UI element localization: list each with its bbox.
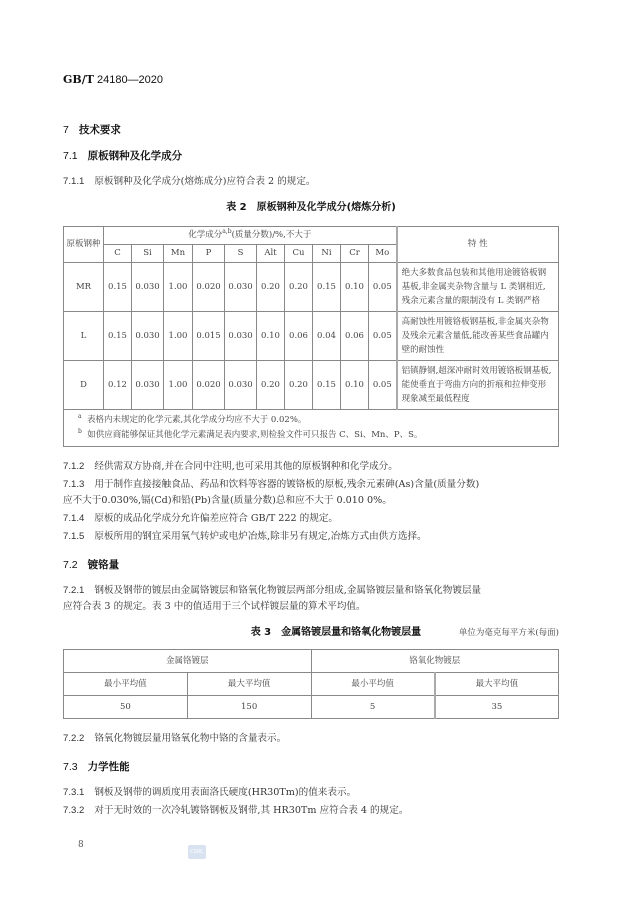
section-7-1-heading <box>63 148 559 164</box>
clause-7-3-2 <box>63 803 559 819</box>
footnote-ref: a,b <box>222 228 232 236</box>
clause-text: 经供需双方协商,并在合同中注明,也可采用其他的原板钢种和化学成分。 <box>94 461 398 472</box>
clause-number: 7.1.1 <box>63 176 85 187</box>
note-text: 如供应商能够保证其他化学元素满足表内要求,则检验文件可只报告 C、Si、Mn、P、S。 <box>87 430 423 440</box>
composition-cell: 1.00 <box>164 263 193 312</box>
clause-7-1-2 <box>63 459 559 475</box>
clause-text-cont: 应符合表 3 的规定。表 3 中的值适用于三个试样镀层量的算术平均值。 <box>63 601 366 612</box>
clause-text: 用于制作直接接触食品、药品和饮料等容器的镀铬板的原板,残余元素砷(As)含量(质量分数) <box>94 479 480 490</box>
clause-7-3-1 <box>63 785 559 801</box>
clause-number: 7.1.5 <box>63 531 85 542</box>
composition-cell: 0.030 <box>225 263 257 312</box>
element-header: Si <box>132 245 164 263</box>
clause-7-1-1 <box>63 174 559 190</box>
composition-cell: 0.05 <box>369 312 397 361</box>
chem-label: 化学成分 <box>188 230 223 240</box>
composition-cell: 0.12 <box>104 361 132 410</box>
steel-grade-cell: MR <box>64 263 104 312</box>
steel-grade-cell: D <box>64 361 104 410</box>
composition-cell: 0.05 <box>369 263 397 312</box>
clause-text-cont: 应不大于0.030%,镉(Cd)和铅(Pb)含量(质量分数)总和应不大于 0.010 0%。 <box>63 495 392 506</box>
composition-cell: 0.20 <box>285 361 313 410</box>
element-header: Cu <box>285 245 313 263</box>
section-title: 镀铬量 <box>87 559 120 571</box>
logo-text: CSRC <box>190 849 204 855</box>
section-7-2-heading <box>63 557 559 573</box>
section-number: 7 <box>63 124 69 136</box>
composition-cell: 0.030 <box>132 263 164 312</box>
composition-cell: 0.04 <box>313 312 341 361</box>
note-mark: a <box>78 413 82 421</box>
composition-cell: 0.030 <box>132 361 164 410</box>
content-column <box>63 72 559 859</box>
table-3-coating-weight <box>63 649 559 719</box>
composition-cell: 0.020 <box>193 263 225 312</box>
composition-cell: 0.10 <box>341 263 369 312</box>
note-text: 表格内未规定的化学元素,其化学成分均应不大于 0.02%。 <box>86 415 307 425</box>
composition-cell: 0.10 <box>257 312 285 361</box>
element-header: Ni <box>313 245 341 263</box>
section-7-3-heading <box>63 759 559 775</box>
standard-number: 24180—2020 <box>96 74 164 86</box>
header-chem-composition <box>104 227 397 245</box>
table-row <box>64 263 559 312</box>
element-header: Mn <box>164 245 193 263</box>
value-cell: 35 <box>435 696 559 719</box>
composition-cell: 0.015 <box>193 312 225 361</box>
table-2-body <box>64 263 559 410</box>
value-cell: 150 <box>187 696 311 719</box>
clause-number: 7.1.4 <box>63 513 85 524</box>
table-2-chemical-composition <box>63 226 559 447</box>
table-2-notes <box>64 410 559 447</box>
section-7-heading <box>63 122 559 138</box>
composition-cell: 0.10 <box>341 361 369 410</box>
composition-cell: 0.030 <box>225 312 257 361</box>
composition-cell: 1.00 <box>164 312 193 361</box>
value-cell: 5 <box>311 696 435 719</box>
clause-number: 7.1.3 <box>63 479 85 490</box>
steel-grade-cell: L <box>64 312 104 361</box>
note-b <box>78 428 552 443</box>
clause-text: 钢板及钢带的调质度用表面洛氏硬度(HR30Tm)的值来表示。 <box>94 787 357 798</box>
composition-cell: 0.030 <box>225 361 257 410</box>
clause-7-2-1 <box>63 583 559 615</box>
feature-cell: 高耐蚀性用镀铬板钢基板,非金属夹杂物及残余元素含量低,能改善某些食品罐内壁的耐蚀性 <box>397 312 559 361</box>
clause-text: 原板钢种及化学成分(熔炼成分)应符合表 2 的规定。 <box>94 176 316 187</box>
composition-cell: 1.00 <box>164 361 193 410</box>
composition-cell: 0.15 <box>104 312 132 361</box>
chem-unit: (质量分数)/%,不大于 <box>231 230 312 240</box>
header-steel-grade: 原板钢种 <box>64 227 104 263</box>
subheader-max: 最大平均值 <box>435 673 559 696</box>
standard-header <box>63 72 559 88</box>
table-row <box>64 361 559 410</box>
composition-cell: 0.06 <box>285 312 313 361</box>
element-header: Mo <box>369 245 397 263</box>
element-header: Cr <box>341 245 369 263</box>
standard-prefix: GB/T <box>63 73 94 86</box>
subheader-max: 最大平均值 <box>187 673 311 696</box>
clause-7-2-2 <box>63 731 559 747</box>
composition-cell: 0.20 <box>285 263 313 312</box>
clause-number: 7.3.1 <box>63 787 85 798</box>
page-number: 8 <box>78 840 84 850</box>
page-footer <box>78 831 559 859</box>
clause-text: 钢板及钢带的镀层由金属铬镀层和铬氧化物镀层两部分组成,金属铬镀层量和铬氧化物镀层量 <box>94 585 482 596</box>
composition-cell: 0.06 <box>341 312 369 361</box>
clause-7-1-4 <box>63 511 559 527</box>
composition-cell: 0.15 <box>104 263 132 312</box>
clause-7-1-3 <box>63 477 559 509</box>
note-a <box>78 413 552 428</box>
composition-cell: 0.20 <box>257 263 285 312</box>
header-chromium-oxide: 铬氧化物镀层 <box>311 650 559 673</box>
clause-text: 原板所用的钢宜采用氧气转炉或电炉冶炼,除非另有规定,冶炼方式由供方选择。 <box>94 531 427 542</box>
section-title: 技术要求 <box>78 124 121 136</box>
section-number: 7.3 <box>63 761 78 773</box>
subheader-min: 最小平均值 <box>311 673 435 696</box>
section-number: 7.1 <box>63 150 78 162</box>
composition-cell: 0.15 <box>313 263 341 312</box>
composition-cell: 0.05 <box>369 361 397 410</box>
table-3-caption: 表 3 金属铬镀层量和铬氧化物镀层量 <box>250 627 422 638</box>
clause-number: 7.2.1 <box>63 585 85 596</box>
clause-number: 7.3.2 <box>63 805 85 816</box>
table-row <box>64 312 559 361</box>
table-2-caption: 表 2 原板钢种及化学成分(熔炼分析) <box>226 202 396 213</box>
composition-cell: 0.15 <box>313 361 341 410</box>
section-title: 原板钢种及化学成分 <box>87 150 183 162</box>
feature-cell: 铝镇静钢,超深冲耐时效用镀铬板钢基板,能使垂直于弯曲方向的折痕和拉伸变形现象减至最低程度 <box>397 361 559 410</box>
header-metal-chromium: 金属铬镀层 <box>64 650 312 673</box>
section-number: 7.2 <box>63 559 78 571</box>
table-3-caption-row <box>63 625 559 641</box>
feature-cell: 绝大多数食品包装和其他用途镀铬板钢基板,非金属夹杂物含量与 L 类钢相近,残余元素含量的限制没有 L 类钢严格 <box>397 263 559 312</box>
clause-number: 7.1.2 <box>63 461 85 472</box>
publisher-logo-icon <box>188 845 206 859</box>
clause-text: 铬氧化物镀层量用铬氧化物中铬的含量表示。 <box>94 733 287 744</box>
composition-cell: 0.020 <box>193 361 225 410</box>
element-header: P <box>193 245 225 263</box>
note-mark: b <box>78 428 82 436</box>
table-3-unit: 单位为毫克每平方米(每面) <box>458 628 559 638</box>
element-header: C <box>104 245 132 263</box>
clause-number: 7.2.2 <box>63 733 85 744</box>
element-header: S <box>225 245 257 263</box>
composition-cell: 0.20 <box>257 361 285 410</box>
subheader-min: 最小平均值 <box>64 673 188 696</box>
composition-cell: 0.030 <box>132 312 164 361</box>
header-feature: 特 性 <box>397 227 559 263</box>
element-header: Alt <box>257 245 285 263</box>
value-cell: 50 <box>64 696 188 719</box>
clause-7-1-5 <box>63 529 559 545</box>
clause-text: 原板的成品化学成分允许偏差应符合 GB/T 222 的规定。 <box>94 513 339 524</box>
section-title: 力学性能 <box>87 761 130 773</box>
clause-text: 对于无时效的一次冷轧镀铬钢板及钢带,其 HR30Tm 应符合表 4 的规定。 <box>94 805 409 816</box>
